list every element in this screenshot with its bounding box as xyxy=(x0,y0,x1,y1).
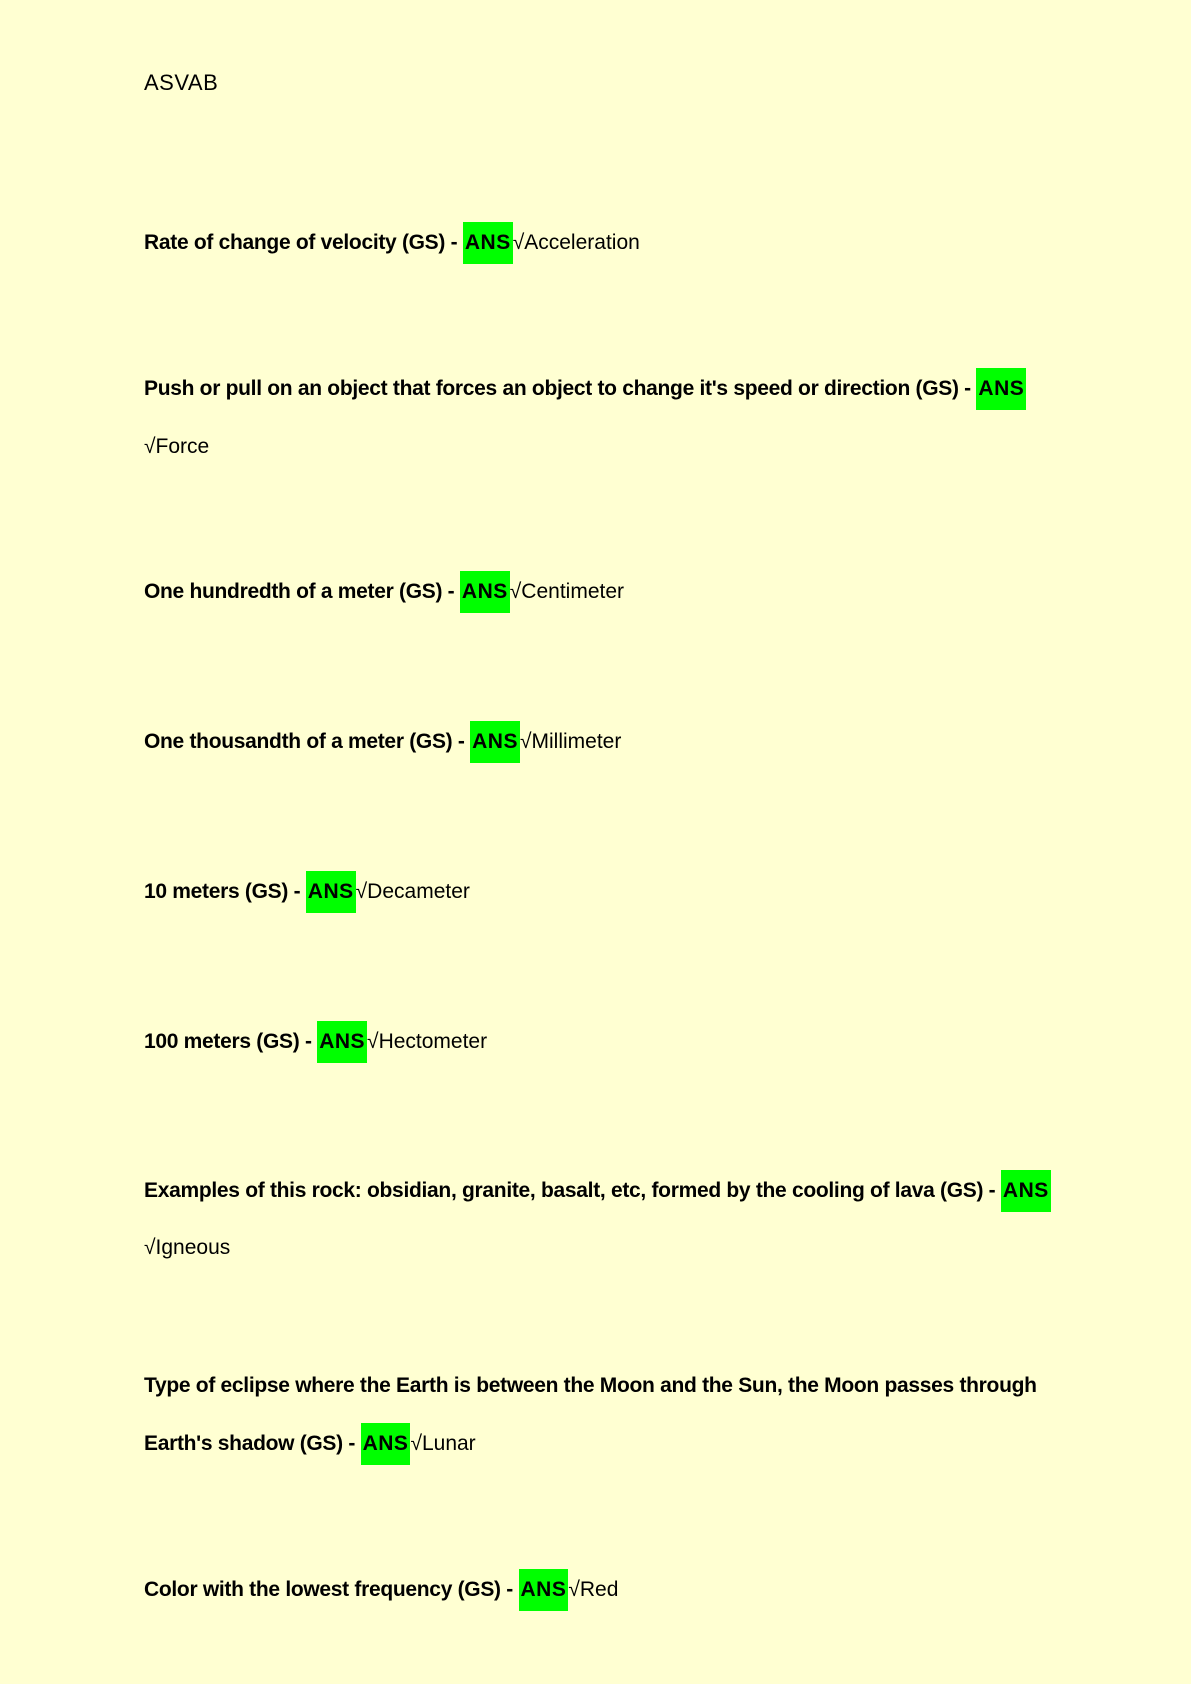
check-icon: √ xyxy=(512,231,525,254)
ans-label: ANS xyxy=(519,1569,569,1611)
answer-text: Force xyxy=(155,435,210,458)
check-icon: √ xyxy=(367,1030,379,1053)
question-text: Color with the lowest frequency (GS) - xyxy=(144,1578,519,1601)
qa-item xyxy=(144,571,624,613)
question-text: Earth's shadow (GS) - xyxy=(144,1432,361,1455)
question-text: Type of eclipse where the Earth is between the Moon and the Sun, the Moon passes through xyxy=(144,1374,1037,1397)
check-icon: √ xyxy=(568,1578,580,1601)
ans-label: ANS xyxy=(463,222,513,264)
check-icon: √ xyxy=(410,1432,422,1455)
qa-item xyxy=(144,1569,618,1611)
question-text: Push or pull on an object that forces an object to change it's speed or direction (GS) - xyxy=(144,377,977,400)
qa-item xyxy=(144,1021,487,1063)
ans-label: ANS xyxy=(1001,1170,1051,1212)
check-icon: √ xyxy=(144,435,156,458)
ans-label: ANS xyxy=(976,368,1026,410)
answer-text: Decameter xyxy=(367,880,470,903)
answer-text: Lunar xyxy=(421,1432,476,1455)
qa-answer-line xyxy=(144,1227,230,1269)
qa-item xyxy=(144,1170,1051,1212)
question-text: 10 meters (GS) - xyxy=(144,880,306,903)
answer-text: Hectometer xyxy=(378,1030,488,1053)
answer-text: Millimeter xyxy=(531,730,622,753)
answer-text: Red xyxy=(579,1578,619,1601)
check-icon: √ xyxy=(509,580,522,603)
qa-item-continued xyxy=(144,1423,476,1465)
qa-item xyxy=(144,368,1026,410)
check-icon: √ xyxy=(519,730,532,753)
document-title: ASVAB xyxy=(144,70,219,95)
ans-label: ANS xyxy=(361,1423,411,1465)
answer-text: Igneous xyxy=(155,1236,231,1259)
qa-item xyxy=(144,222,640,264)
answer-text: Centimeter xyxy=(521,580,624,603)
qa-item xyxy=(144,871,470,913)
check-icon: √ xyxy=(355,880,368,903)
ans-label: ANS xyxy=(470,721,520,763)
qa-item xyxy=(144,1365,1037,1407)
question-text: 100 meters (GS) - xyxy=(144,1030,318,1053)
qa-item xyxy=(144,721,621,763)
ans-label: ANS xyxy=(317,1021,367,1063)
check-icon: √ xyxy=(144,1236,156,1259)
question-text: Rate of change of velocity (GS) - xyxy=(144,231,463,254)
ans-label: ANS xyxy=(460,571,510,613)
answer-text: Acceleration xyxy=(524,231,640,254)
qa-answer-line xyxy=(144,426,209,468)
question-text: One hundredth of a meter (GS) - xyxy=(144,580,460,603)
question-text: One thousandth of a meter (GS) - xyxy=(144,730,471,753)
ans-label: ANS xyxy=(306,871,356,913)
question-text: Examples of this rock: obsidian, granite, basalt, etc, formed by the cooling of lava (GS) - xyxy=(144,1179,1001,1202)
